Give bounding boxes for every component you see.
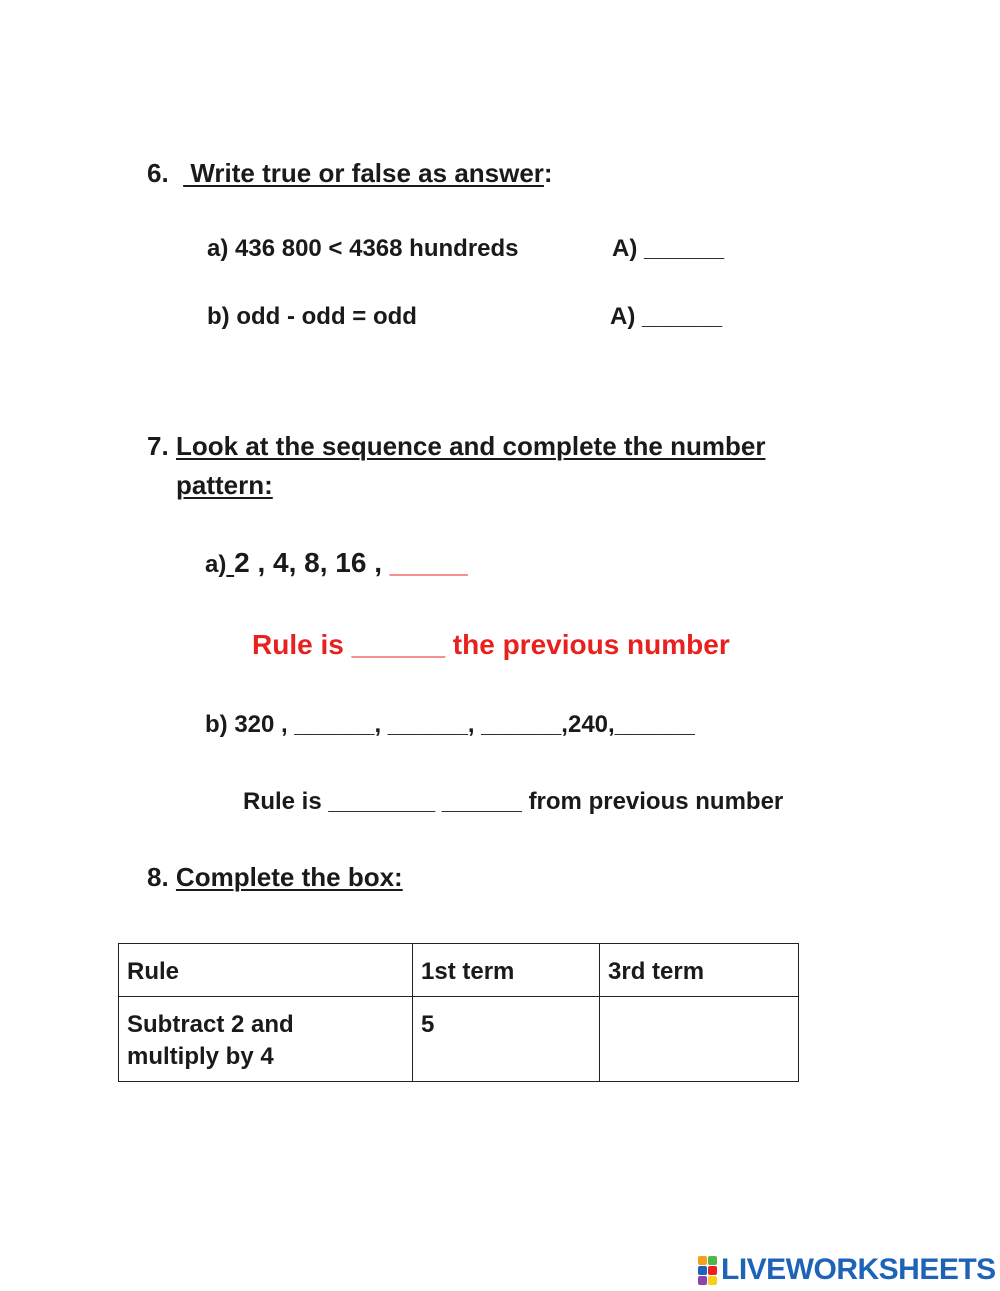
logo-square-4: [708, 1266, 717, 1275]
question-6-heading: [147, 158, 553, 189]
question-7a-answer-blank[interactable]: _____: [389, 547, 468, 578]
table-row: [119, 997, 799, 1082]
question-7-number: 7.: [147, 431, 169, 461]
question-7-title-line1: Look at the sequence and complete the number: [176, 431, 766, 461]
question-7a-sequence: [205, 547, 468, 579]
question-6b-statement: b) odd - odd = odd: [207, 303, 417, 330]
header-rule: Rule: [119, 944, 413, 997]
question-8-title: Complete the box:: [175, 862, 403, 892]
cell-third-term-input[interactable]: [600, 997, 799, 1082]
liveworksheets-logo: [698, 1254, 996, 1286]
question-8-number: 8.: [147, 862, 176, 892]
question-7-title-line2: pattern:: [176, 470, 273, 500]
question-8-heading: [147, 862, 403, 893]
question-6-number: 6.: [147, 158, 169, 188]
pattern-table: [118, 943, 799, 1082]
question-7b-rule[interactable]: Rule is ________ ______ from previous number: [243, 788, 784, 815]
header-third-term: 3rd term: [600, 944, 799, 997]
logo-square-6: [708, 1276, 717, 1285]
question-7a-label: a): [205, 551, 227, 578]
logo-text: LIVEWORKSHEETS: [721, 1253, 996, 1286]
header-first-term: 1st term: [413, 944, 600, 997]
question-7a-values: 2 , 4, 8, 16 ,: [234, 547, 390, 578]
logo-square-1: [698, 1256, 707, 1265]
table-header-row: [119, 944, 799, 997]
logo-square-3: [698, 1266, 707, 1275]
cell-first-term: 5: [413, 997, 600, 1082]
question-6-colon: :: [543, 158, 553, 188]
question-6a-statement: a) 436 800 < 4368 hundreds: [207, 235, 519, 262]
cell-rule: [119, 997, 413, 1082]
question-6b-answer-blank[interactable]: A) ______: [610, 303, 723, 330]
question-7a-rule[interactable]: Rule is ______ the previous number: [252, 629, 730, 660]
logo-square-5: [698, 1276, 707, 1285]
cell-rule-line2: multiply by 4: [127, 1043, 274, 1070]
question-7a-gap: [226, 547, 234, 578]
liveworksheets-icon: [698, 1256, 717, 1285]
logo-square-2: [708, 1256, 717, 1265]
cell-rule-line1: Subtract 2 and: [127, 1011, 294, 1038]
question-6-title: Write true or false as answer: [183, 158, 544, 188]
question-6a-answer-blank[interactable]: A) ______: [612, 235, 725, 262]
question-7b-sequence[interactable]: b) 320 , ______, ______, ______,240,______: [205, 711, 695, 738]
